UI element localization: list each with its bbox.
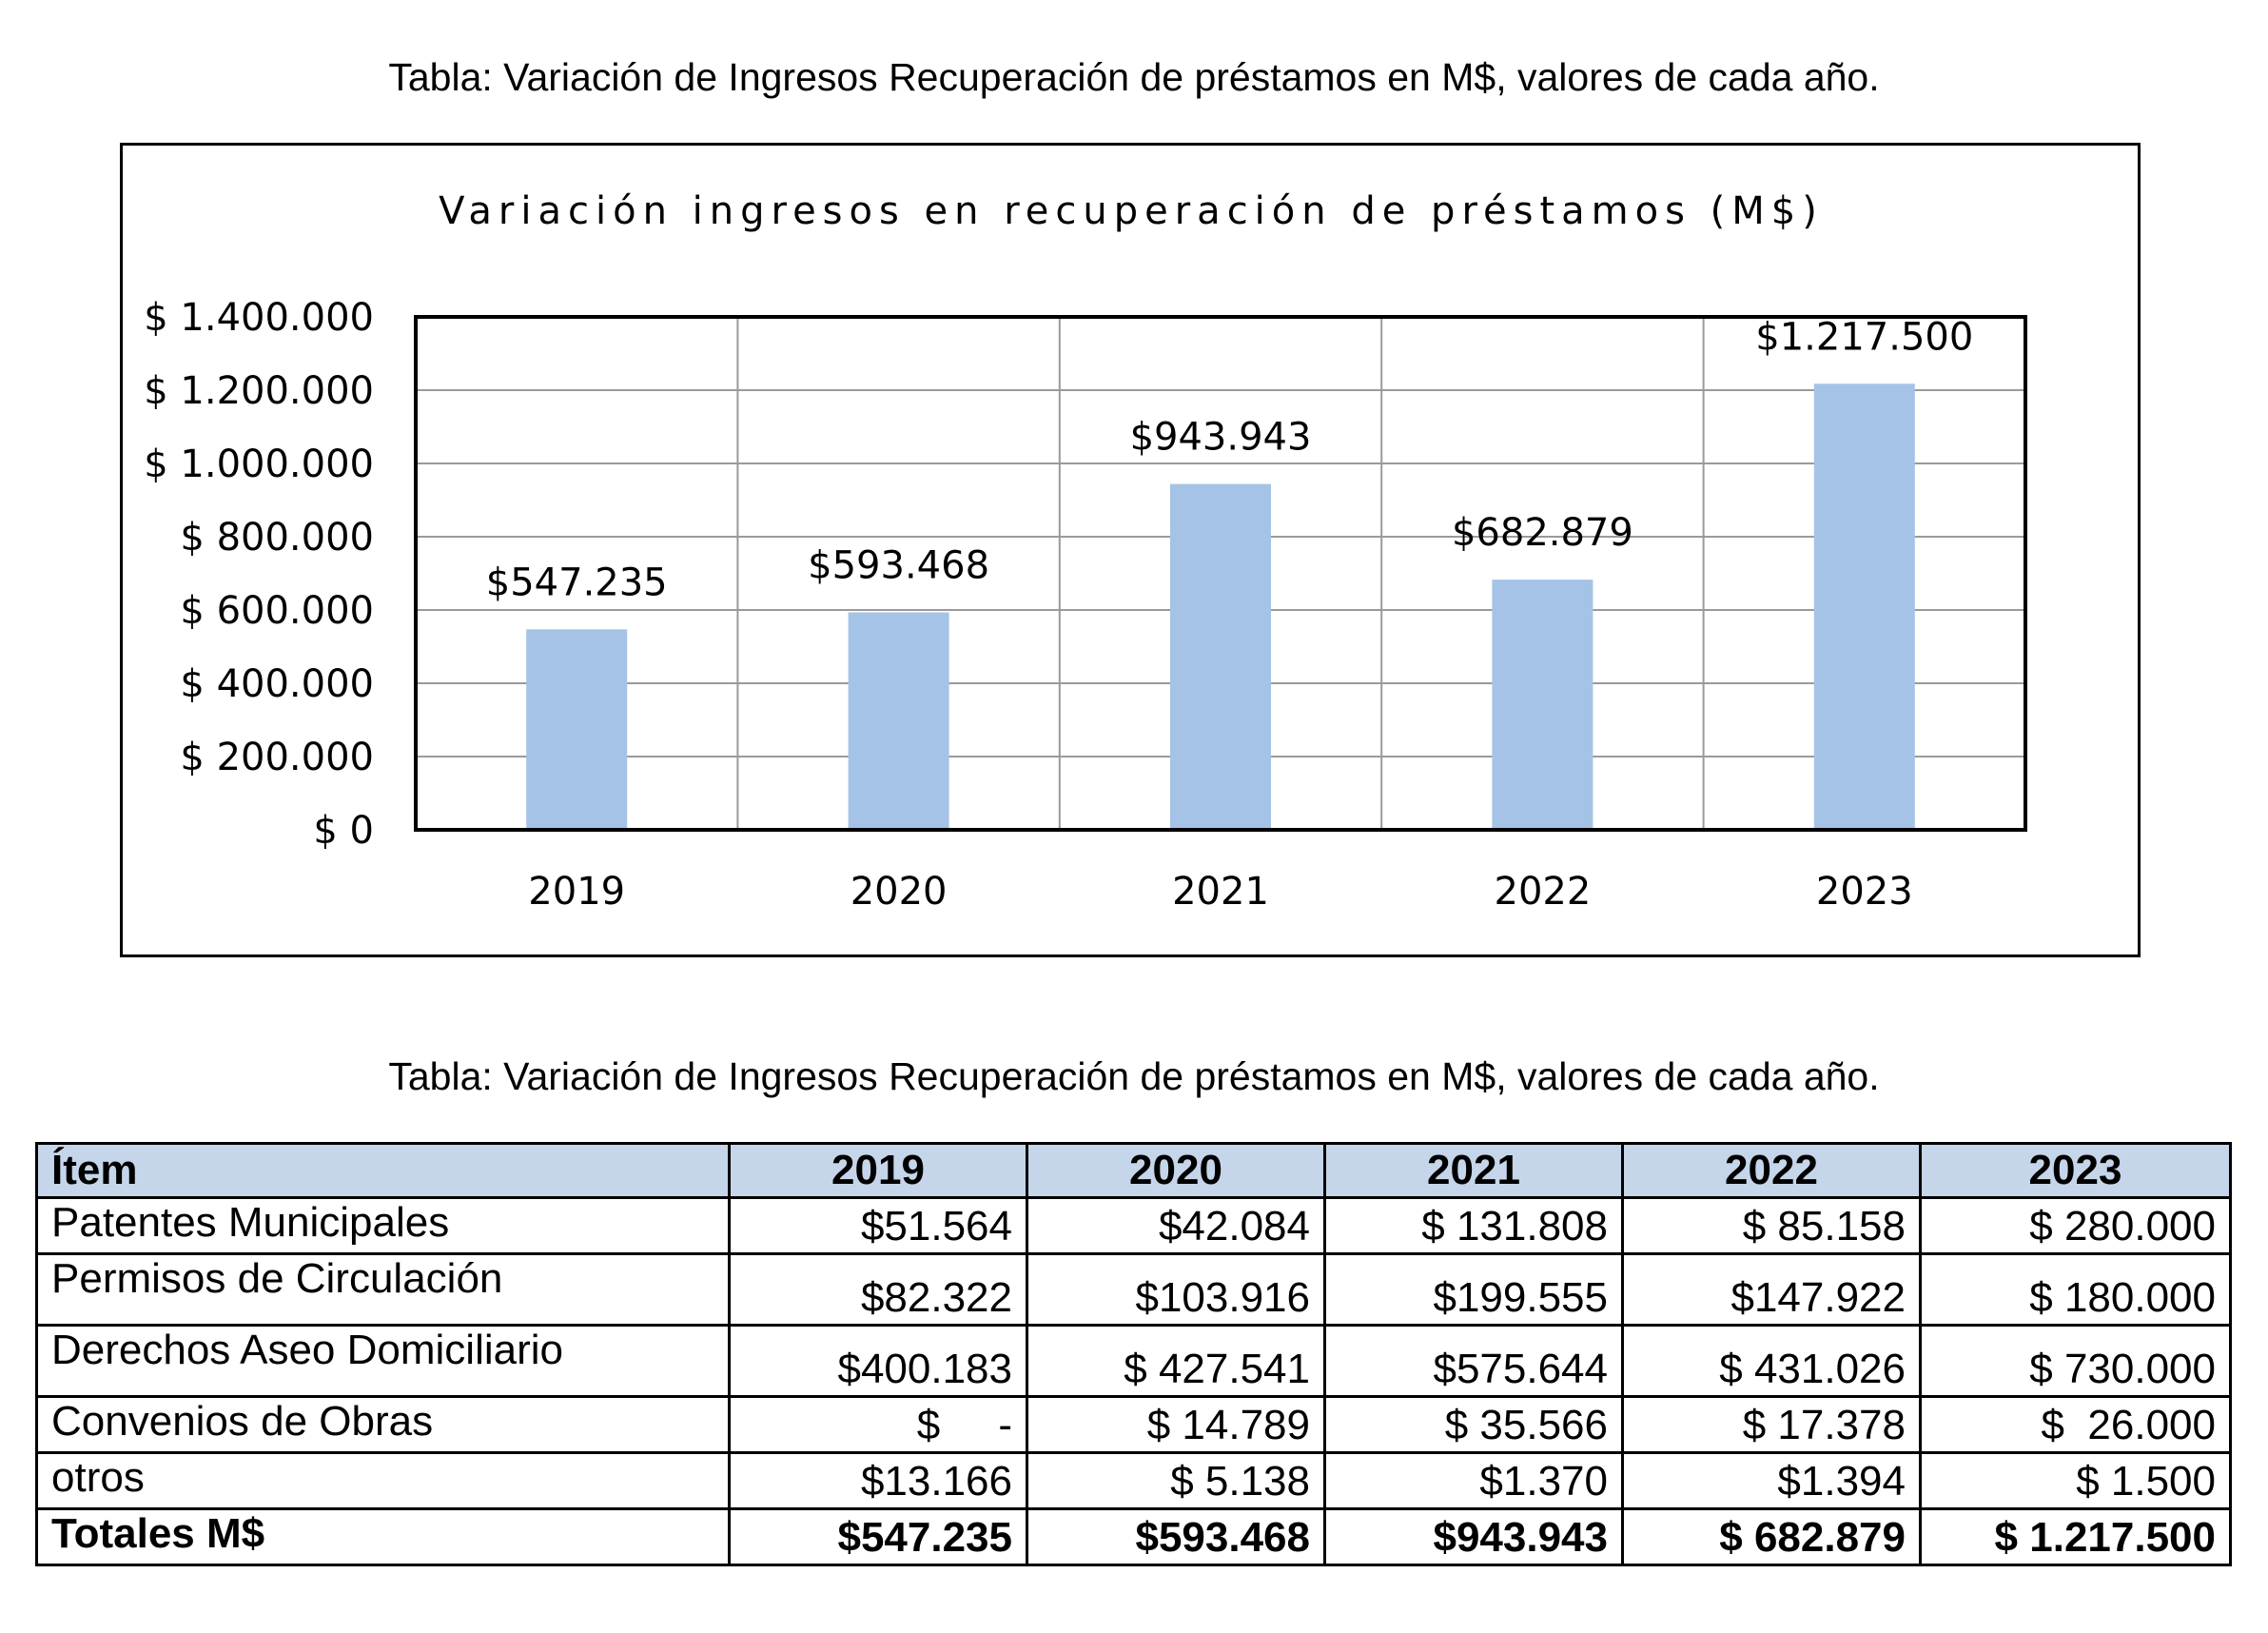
table-cell: $42.084 (1027, 1198, 1325, 1254)
data-label: $547.235 (485, 561, 668, 605)
row-item-label: Convenios de Obras (37, 1397, 730, 1453)
header-2020: 2020 (1027, 1144, 1325, 1198)
x-tick-label: 2021 (1172, 870, 1269, 914)
bar-2019 (526, 629, 627, 830)
table-cell: $ 280.000 (1921, 1198, 2231, 1254)
caption-bottom: Tabla: Variación de Ingresos Recuperación de préstamos en M$, valores de cada año. (388, 1054, 1880, 1098)
table-row (37, 1254, 2231, 1326)
table-cell: $ 431.026 (1623, 1326, 1921, 1397)
table-cell: $ 427.541 (1027, 1326, 1325, 1397)
chart-title: Variación ingresos en recuperación de préstamos (M$) (439, 189, 1824, 233)
income-table (35, 1142, 2232, 1566)
table-row (37, 1326, 2231, 1397)
total-cell: $593.468 (1027, 1509, 1325, 1565)
table-cell: $ 180.000 (1921, 1254, 2231, 1326)
table-row (37, 1453, 2231, 1509)
table-cell: $82.322 (730, 1254, 1027, 1326)
x-tick-label: 2022 (1494, 870, 1592, 914)
x-tick-label: 2023 (1815, 870, 1913, 914)
data-label: $1.217.500 (1755, 315, 1974, 360)
header-item: Ítem (37, 1144, 730, 1198)
table-cell: $51.564 (730, 1198, 1027, 1254)
table-cell: $147.922 (1623, 1254, 1921, 1326)
table-cell: $1.394 (1623, 1453, 1921, 1509)
table-cell: $ - (730, 1397, 1027, 1453)
total-cell: $547.235 (730, 1509, 1027, 1565)
table-cell: $ 26.000 (1921, 1397, 2231, 1453)
total-label: Totales M$ (37, 1509, 730, 1565)
total-cell: $943.943 (1325, 1509, 1623, 1565)
bar-2023 (1814, 384, 1915, 830)
y-tick-label: $ 200.000 (180, 736, 374, 779)
table-cell: $199.555 (1325, 1254, 1623, 1326)
data-label: $593.468 (808, 543, 990, 588)
y-tick-label: $ 1.200.000 (144, 369, 374, 413)
total-row (37, 1509, 2231, 1565)
row-item-label: Derechos Aseo Domiciliario (37, 1326, 730, 1397)
row-item-label: otros (37, 1453, 730, 1509)
table-cell: $103.916 (1027, 1254, 1325, 1326)
chart-frame (120, 143, 2141, 957)
table-cell: $ 5.138 (1027, 1453, 1325, 1509)
table-cell: $13.166 (730, 1453, 1027, 1509)
table-cell: $ 14.789 (1027, 1397, 1325, 1453)
header-2019: 2019 (730, 1144, 1027, 1198)
caption-top: Tabla: Variación de Ingresos Recuperación de préstamos en M$, valores de cada año. (388, 55, 1880, 99)
y-axis-ticks (144, 296, 374, 853)
table-cell: $ 35.566 (1325, 1397, 1623, 1453)
table-cell: $ 85.158 (1623, 1198, 1921, 1254)
bar-2021 (1170, 484, 1271, 830)
y-tick-label: $ 1.400.000 (144, 296, 374, 340)
data-label: $682.879 (1451, 511, 1633, 556)
bar-2020 (849, 613, 949, 830)
y-tick-label: $ 600.000 (180, 589, 374, 633)
table-header-row (37, 1144, 2231, 1198)
x-tick-label: 2019 (528, 870, 626, 914)
total-cell: $ 1.217.500 (1921, 1509, 2231, 1565)
x-axis-ticks (528, 870, 1912, 914)
row-item-label: Patentes Municipales (37, 1198, 730, 1254)
y-tick-label: $ 1.000.000 (144, 443, 374, 486)
x-tick-label: 2020 (850, 870, 948, 914)
data-label: $943.943 (1129, 415, 1312, 460)
table-cell: $ 17.378 (1623, 1397, 1921, 1453)
header-2023: 2023 (1921, 1144, 2231, 1198)
table-row (37, 1397, 2231, 1453)
bar-2022 (1492, 580, 1593, 830)
table-cell: $400.183 (730, 1326, 1027, 1397)
table-container (35, 1142, 2229, 1566)
row-item-label: Permisos de Circulación (37, 1254, 730, 1326)
bar-chart (123, 146, 2138, 954)
header-2022: 2022 (1623, 1144, 1921, 1198)
table-cell: $ 131.808 (1325, 1198, 1623, 1254)
table-row (37, 1198, 2231, 1254)
y-tick-label: $ 0 (313, 809, 374, 853)
y-tick-label: $ 800.000 (180, 516, 374, 560)
y-tick-label: $ 400.000 (180, 662, 374, 706)
table-cell: $ 1.500 (1921, 1453, 2231, 1509)
table-cell: $ 730.000 (1921, 1326, 2231, 1397)
table-cell: $575.644 (1325, 1326, 1623, 1397)
header-2021: 2021 (1325, 1144, 1623, 1198)
table-cell: $1.370 (1325, 1453, 1623, 1509)
total-cell: $ 682.879 (1623, 1509, 1921, 1565)
